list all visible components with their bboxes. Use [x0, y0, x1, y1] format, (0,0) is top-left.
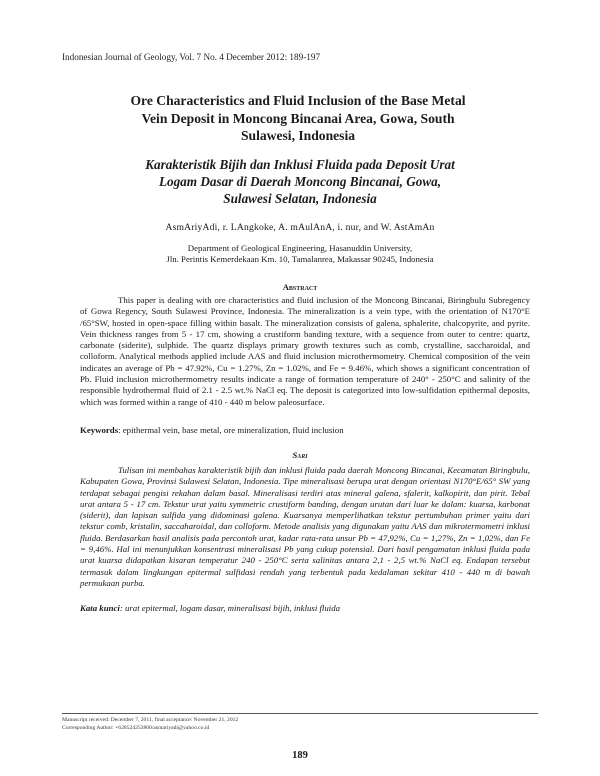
- corresponding-author: Corresponding Author: +628524253860/asmariyadi@yahoo.co.id: [62, 724, 210, 731]
- abstract-heading: Abstract: [282, 282, 318, 292]
- page-number: 189: [292, 750, 308, 761]
- kata-kunci-label: Kata kunci: [80, 603, 120, 613]
- journal-citation: Indonesian Journal of Geology, Vol. 7 No. 4 December 2012: 189-197: [62, 52, 321, 62]
- manuscript-dates: Manuscript received: December 7, 2011, final acceptance: November 21, 2012: [62, 717, 239, 723]
- keywords-label: Keywords: [80, 425, 119, 435]
- article-title-english: Ore Characteristics and Fluid Inclusion of the Base Metal Vein Deposit in Moncong Bincanai Area, Gowa, South Sulawesi, Indonesia: [130, 93, 466, 143]
- sari-text: Tulisan ini membahas karakteristik bijih dan inklusi fluida pada daerah Moncong Bincanai, Kecamatan Biringbulu, Kabupaten Gowa, Provinsi Sulawesi Selatan, Indonesia. Tipe mineralisasi berupa urat dengan orientasi N170°E/65° SW yang terdapat sebagai pengisi rekahan dalam basal. Mineralisasi terdiri atas mineral galena, sfalerit, kalkopirit, dan pirit. Tebal urat antara 5 - 17 cm. Tekstur urat yaitu symmetric crustiform banding, dengan urutan dari luar ke dalam: kuarsa, karbonat (siderit), dan lapisan sulfida yang didominasi galena. Kuarsanya memperlihatkan tekstur pertumbuhan primer yaitu dari tekstur comb, kristalin, saccaharoidal, dan colloform. Metode analisis yang digunakan yaitu AAS dan mikrotermometri inklusi fluida. Berdasarkan hasil analisis pada percontoh urat, kadar rata-rata unsur Pb = 47,92%, Cu = 1,27%, Zn = 1,02%, dan Fe = 9,46%. Hal ini menunjukkan konsentrasi mineralisasi Pb yang cukup potensial. Dari hasil pengamatan inklusi fluida pada urat kuarsa didapatkan kisaran temperatur 240 - 250°C serta salinitas antara 2,1 - 2,5 wt.% NaCl eq. Endapan tersebut termasuk dalam lingkungan epitermal sulfidasi rendah yang terbentuk pada kedalaman sekitar 410 - 440 m di bawah permukaan purba.: [80, 465, 530, 588]
- affiliation-line-1: Department of Geological Engineering, Hasanuddin University,: [187, 243, 413, 253]
- footer-notes: [62, 717, 238, 733]
- keywords: [80, 425, 530, 436]
- keywords-text: : epithermal vein, base metal, ore mineralization, fluid inclusion: [118, 425, 344, 435]
- article-title-indonesian: Karakteristik Bijih dan Inklusi Fluida pada Deposit Urat Logam Dasar di Daerah Moncong Bincanai, Gowa, Sulawesi Selatan, Indonesia: [145, 157, 455, 207]
- sari-heading: Sari: [292, 450, 308, 460]
- footer-divider: [62, 713, 538, 714]
- affiliation-line-2: Jln. Perintis Kemerdekaan Km. 10, Tamalanrea, Makassar 90245, Indonesia: [166, 254, 434, 265]
- kata-kunci-text: : urat epitermal, logam dasar, mineralisasi bijih, inklusi fluida: [119, 603, 341, 613]
- kata-kunci: [80, 603, 530, 614]
- author-list: AsmAriyAdi, r. LAngkoke, A. mAulAnA, i. nur, and W. AstAmAn: [165, 222, 435, 233]
- abstract-text: This paper is dealing with ore characteristics and fluid inclusion of the Moncong Bincanai, Biringbulu Subregency of Gowa Regency, South Sulawesi Province, Indonesia. The mineralization is a vein type, with the orientation of N170°E /65°SW, hosted in open-space filling within basalt. The mineralization consists of galena, sphalerite, chalcopyrite, and pyrite. Vein thickness ranges from 5 - 17 cm, showing a crustiform banding texture, with a sequence from outer to centre: quartz, carbonate (siderite), sulphide. The quartz displays primary growth textures such as comb, crystalline, saccharoidal, and colloform. Analytical methods applied include AAS and fluid inclusion microthermometry. Chemical composition of the vein indicates an average of Pb = 47.92%, Cu = 1.27%, Zn = 1.02%, and Fe = 9.46%, which shows a significant concentration of Pb. Fluid inclusion microthermometry results indicate a range of formation temperature of 240° - 250°C and salinity of the responsible hydrothermal fluid of 2.1 - 2.5 wt.% NaCl eq. The deposit is categorized into low-sulfidation epithermal deposits, which was formed within a range of 410 - 440 m below paleosurface.: [80, 295, 530, 407]
- affiliation: [110, 243, 490, 266]
